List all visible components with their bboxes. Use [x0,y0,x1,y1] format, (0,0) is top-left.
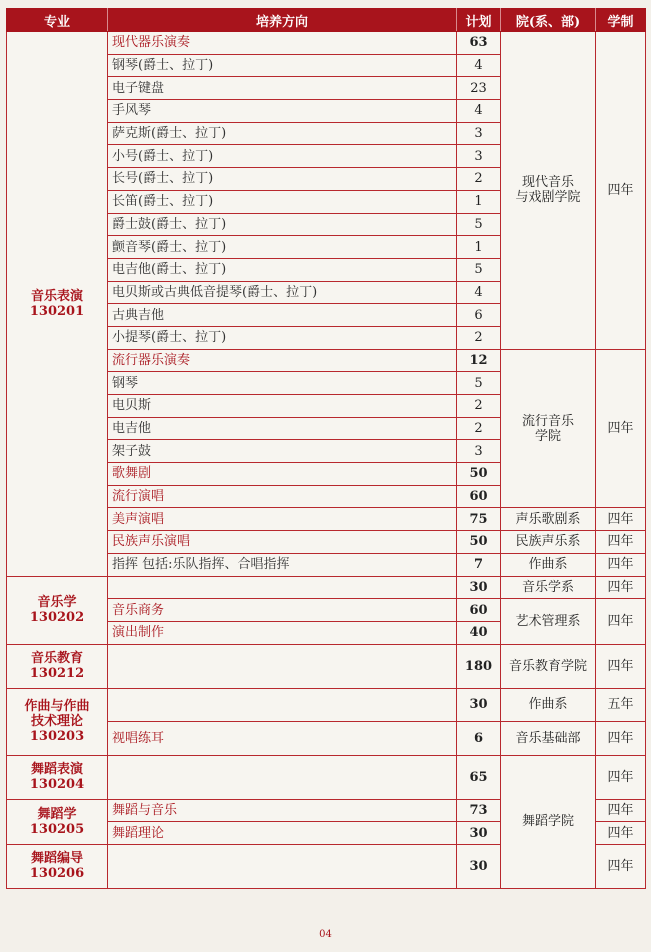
table-header-row [7,9,646,32]
direction-cell: 电贝斯 [108,395,457,418]
years-cell: 四年 [596,799,646,822]
direction-cell: 手风琴 [108,100,457,123]
major-dance-studies [7,799,108,844]
header-major: 专业 [7,9,108,32]
table-row [7,644,646,688]
major-code: 130202 [29,610,85,626]
years-cell: 四年 [596,844,646,888]
direction-cell: 长号(爵士、拉丁) [108,168,457,191]
major-name: 技术理论 [30,714,83,730]
direction-cell [108,755,457,799]
dept-dance: 舞蹈学院 [501,755,596,888]
enrollment-plan-table [6,8,646,889]
dept-line: 学院 [534,428,561,444]
plan-cell: 2 [457,417,501,440]
years-cell: 五年 [596,688,646,721]
plan-cell: 5 [457,213,501,236]
plan-cell: 30 [457,576,501,599]
plan-cell: 1 [457,236,501,259]
direction-cell [108,688,457,721]
plan-cell: 30 [457,688,501,721]
dept-modern [501,32,596,350]
major-name: 音乐学 [37,595,77,611]
direction-cell: 萨克斯(爵士、拉丁) [108,122,457,145]
dept-line: 现代音乐 [521,175,574,191]
direction-cell: 电吉他 [108,417,457,440]
direction-cell: 电贝斯或古典低音提琴(爵士、拉丁) [108,281,457,304]
major-name: 音乐教育 [30,651,83,667]
major-choreography [7,844,108,888]
years-cell: 四年 [596,553,646,576]
direction-cell: 电子键盘 [108,77,457,100]
major-code: 130205 [29,821,85,837]
direction-cell: 指挥 包括:乐队指挥、合唱指挥 [108,553,457,576]
major-name: 舞蹈表演 [30,762,83,778]
years-cell: 四年 [596,822,646,845]
major-composition [7,688,108,755]
major-code: 130206 [29,866,85,882]
direction-cell: 电吉他(爵士、拉丁) [108,258,457,281]
plan-cell: 75 [457,508,501,531]
direction-cell: 舞蹈与音乐 [108,799,457,822]
plan-cell: 63 [457,32,501,55]
plan-cell: 65 [457,755,501,799]
plan-cell: 30 [457,822,501,845]
plan-cell: 60 [457,485,501,508]
table-row [7,576,646,599]
direction-cell: 小提琴(爵士、拉丁) [108,326,457,349]
plan-cell: 2 [457,168,501,191]
years-cell: 四年 [596,32,646,350]
dept-arts-mgmt: 艺术管理系 [501,599,596,644]
plan-cell: 4 [457,281,501,304]
years-cell: 四年 [596,508,646,531]
direction-cell: 小号(爵士、拉丁) [108,145,457,168]
plan-cell: 180 [457,644,501,688]
direction-cell: 现代器乐演奏 [108,32,457,55]
dept-pop [501,349,596,508]
direction-cell: 流行器乐演奏 [108,349,457,372]
direction-cell: 演出制作 [108,621,457,644]
plan-cell: 5 [457,372,501,395]
plan-cell: 3 [457,145,501,168]
major-name: 舞蹈学 [37,806,77,822]
direction-cell: 流行演唱 [108,485,457,508]
major-code: 130203 [29,729,85,745]
dept-folk: 民族声乐系 [501,531,596,554]
plan-cell: 6 [457,304,501,327]
plan-cell: 6 [457,721,501,755]
major-code: 130204 [29,777,85,793]
dept-composition2: 作曲系 [501,688,596,721]
major-code: 130201 [29,303,85,319]
header-dept: 院(系、部) [501,9,596,32]
dept-line: 流行音乐 [521,413,574,429]
dept-composition: 作曲系 [501,553,596,576]
direction-cell: 歌舞剧 [108,463,457,486]
direction-cell [108,644,457,688]
years-cell: 四年 [596,644,646,688]
direction-cell: 美声演唱 [108,508,457,531]
dept-line: 与戏剧学院 [515,190,581,206]
major-musicology [7,576,108,644]
plan-cell: 60 [457,599,501,622]
page-number: 04 [319,929,332,940]
direction-cell: 视唱练耳 [108,721,457,755]
plan-cell: 1 [457,190,501,213]
dept-education: 音乐教育学院 [501,644,596,688]
dept-musicology: 音乐学系 [501,576,596,599]
direction-cell [108,844,457,888]
header-plan: 计划 [457,9,501,32]
years-cell: 四年 [596,576,646,599]
direction-cell: 长笛(爵士、拉丁) [108,190,457,213]
plan-cell: 2 [457,395,501,418]
plan-cell: 12 [457,349,501,372]
header-years: 学制 [596,9,646,32]
direction-cell: 架子鼓 [108,440,457,463]
plan-cell: 40 [457,621,501,644]
direction-cell: 钢琴(爵士、拉丁) [108,54,457,77]
table-row [7,32,646,55]
plan-cell: 30 [457,844,501,888]
dept-basics: 音乐基础部 [501,721,596,755]
years-cell: 四年 [596,599,646,644]
years-cell: 四年 [596,755,646,799]
direction-cell: 音乐商务 [108,599,457,622]
direction-cell: 民族声乐演唱 [108,531,457,554]
dept-opera: 声乐歌剧系 [501,508,596,531]
direction-cell: 舞蹈理论 [108,822,457,845]
table-row [7,755,646,799]
direction-cell [108,576,457,599]
plan-cell: 23 [457,77,501,100]
plan-cell: 73 [457,799,501,822]
years-cell: 四年 [596,531,646,554]
major-name: 音乐表演 [30,288,83,304]
major-education [7,644,108,688]
plan-cell: 2 [457,326,501,349]
plan-cell: 4 [457,100,501,123]
plan-cell: 4 [457,54,501,77]
years-cell: 四年 [596,721,646,755]
plan-cell: 7 [457,553,501,576]
header-direction: 培养方向 [108,9,457,32]
direction-cell: 古典吉他 [108,304,457,327]
plan-cell: 5 [457,258,501,281]
direction-cell: 爵士鼓(爵士、拉丁) [108,213,457,236]
major-dance-performance [7,755,108,799]
direction-cell: 颤音琴(爵士、拉丁) [108,236,457,259]
table-row [7,688,646,721]
plan-cell: 50 [457,531,501,554]
direction-cell: 钢琴 [108,372,457,395]
years-cell: 四年 [596,349,646,508]
major-name: 舞蹈编导 [30,851,83,867]
major-performance [7,32,108,577]
major-name: 作曲与作曲 [24,699,90,715]
major-code: 130212 [29,666,85,682]
plan-cell: 3 [457,122,501,145]
plan-cell: 50 [457,463,501,486]
plan-cell: 3 [457,440,501,463]
